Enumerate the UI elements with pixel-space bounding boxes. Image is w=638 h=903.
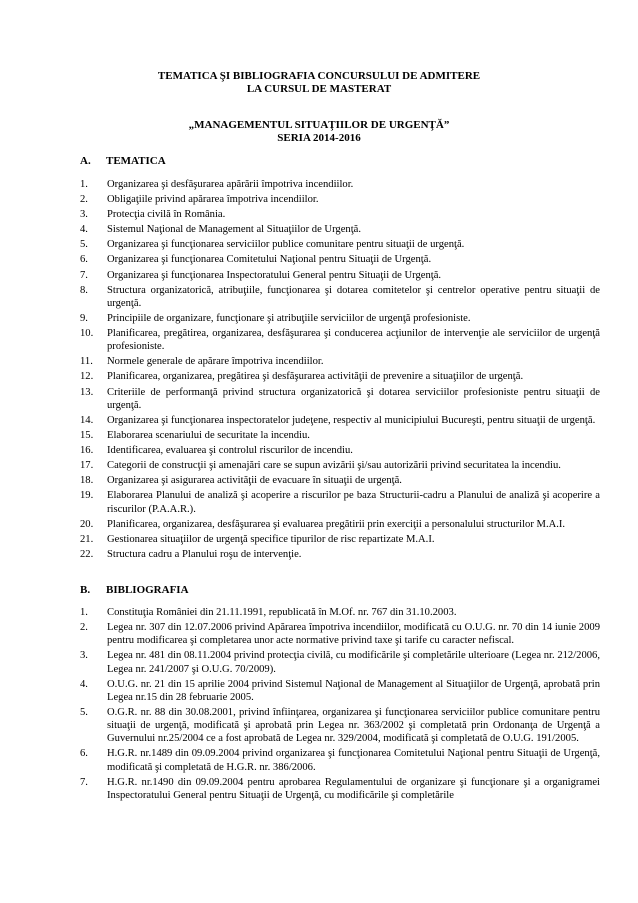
topic-item-number: 7. xyxy=(80,269,88,281)
topic-item-number: 17. xyxy=(80,460,94,472)
topic-item-text: Organizarea şi desfăşurarea apărării împotriva incendiilor. xyxy=(107,179,354,190)
topic-item-number: 1. xyxy=(80,179,88,190)
bibliography-item-number: 2. xyxy=(80,622,88,634)
topic-item xyxy=(80,548,600,561)
bibliography-item xyxy=(80,776,600,802)
topic-item-number: 21. xyxy=(80,533,94,545)
topic-item-text: Identificarea, evaluarea şi controlul riscurilor de incendiu. xyxy=(107,445,353,457)
topic-item-number: 2. xyxy=(80,194,88,206)
bibliography-item xyxy=(80,606,600,619)
bibliography-item xyxy=(80,747,600,773)
topic-item-number: 14. xyxy=(80,414,94,426)
topic-item-text: Organizarea şi funcţionarea inspectoratelor judeţene, respectiv al municipiului Bucureşti, pentru situaţii de urgenţă. xyxy=(107,414,596,426)
topic-item-number: 11. xyxy=(80,356,93,368)
topic-item-number: 5. xyxy=(80,239,88,251)
bibliography-item-number: 1. xyxy=(80,607,88,618)
topic-item-text: Organizarea şi asigurarea activităţii de evacuare în situaţii de urgenţă. xyxy=(107,475,402,487)
topic-item-text: Structura cadru a Planului roşu de intervenţie. xyxy=(107,548,302,560)
topic-item-number: 19. xyxy=(80,490,94,502)
topic-item xyxy=(80,386,600,412)
topic-item-number: 20. xyxy=(80,518,94,530)
topic-item-number: 15. xyxy=(80,429,94,441)
bibliography-item xyxy=(80,706,600,746)
bibliography-item xyxy=(80,649,600,675)
topic-item-number: 22. xyxy=(80,548,94,560)
topic-item-text: Organizarea şi funcţionarea Inspectoratului General pentru Situaţii de Urgenţă. xyxy=(107,269,442,281)
topic-item xyxy=(80,269,600,282)
topic-item-text: Structura organizatorică, atribuţiile, funcţionarea şi dotarea comitetelor şi centrelor operative pentru situaţii de urgenţă. xyxy=(107,284,600,309)
bibliography-item-number: 6. xyxy=(80,748,88,760)
bibliography-item-text: Constituţia României din 21.11.1991, republicată în M.Of. nr. 767 din 31.10.2003. xyxy=(107,607,457,618)
topic-item xyxy=(80,178,600,191)
topic-item xyxy=(80,355,600,368)
topic-item-text: Planificarea, pregătirea, organizarea, desfăşurarea şi conducerea acţiunilor de intervenţie ale serviciilor de urgenţă profesioniste. xyxy=(107,328,600,353)
bibliography-item-text: O.U.G. nr. 21 din 15 aprilie 2004 privind Sistemul Naţional de Management al Situaţiilor de Urgenţă, aprobată prin Legea nr.15 din 28 februarie 2005. xyxy=(107,678,600,703)
section-b-heading xyxy=(80,584,189,597)
topic-item-number: 8. xyxy=(80,284,88,296)
topic-item xyxy=(80,444,600,457)
bibliography-item xyxy=(80,621,600,647)
topic-item xyxy=(80,238,600,251)
topic-item xyxy=(80,253,600,266)
series-label: SERIA 2014-2016 xyxy=(277,132,361,144)
topic-item-number: 16. xyxy=(80,445,94,457)
topic-item xyxy=(80,208,600,221)
document-title-line-1: TEMATICA ŞI BIBLIOGRAFIA CONCURSULUI DE ADMITERE xyxy=(157,70,481,82)
topics-list xyxy=(80,178,600,563)
topic-item xyxy=(80,414,600,427)
topic-item-text: Elaborarea scenariului de securitate la incendiu. xyxy=(107,429,310,441)
topic-item xyxy=(80,370,600,383)
bibliography-item-number: 4. xyxy=(80,678,88,690)
bibliography-item-text: H.G.R. nr.1490 din 09.09.2004 pentru aprobarea Regulamentului de organizare şi funcţionare şi a organigramei Inspectoratului General pentru Situaţii de Urgenţă, cu modificările şi completările xyxy=(107,776,600,801)
topic-item xyxy=(80,489,600,515)
topic-item-number: 13. xyxy=(80,386,94,398)
topic-item xyxy=(80,518,600,531)
topic-item xyxy=(80,193,600,206)
topic-item-number: 3. xyxy=(80,209,88,221)
bibliography-item xyxy=(80,678,600,704)
topic-item xyxy=(80,223,600,236)
program-name: „MANAGEMENTUL SITUAŢIILOR DE URGENŢĂ” xyxy=(188,119,450,131)
topic-item-text: Organizarea şi funcţionarea Comitetului Naţional pentru Situaţii de Urgenţă. xyxy=(107,254,432,266)
topic-item-text: Planificarea, organizarea, desfăşurarea şi evaluarea pregătirii prin exerciţii a personalului structurilor M.A.I. xyxy=(107,518,566,530)
topic-item-number: 12. xyxy=(80,371,94,383)
topic-item-number: 18. xyxy=(80,475,94,487)
topic-item-text: Gestionarea situaţiilor de urgenţă specifice tipurilor de risc repartizate M.A.I. xyxy=(107,533,435,545)
topic-item-text: Criteriile de performanţă privind structura organizatorică şi dotarea serviciilor profesioniste pentru situaţii de urgenţă. xyxy=(107,386,600,411)
topic-item-text: Planificarea, organizarea, pregătirea şi desfăşurarea activităţii de prevenire a situaţiilor de urgenţă. xyxy=(107,371,524,383)
topic-item-text: Principiile de organizare, funcţionare şi atribuţiile serviciilor de urgenţă profesioniste. xyxy=(107,312,471,324)
topic-item-text: Organizarea şi funcţionarea serviciilor publice comunitare pentru situaţii de urgenţă. xyxy=(107,239,465,251)
bibliography-item-number: 3. xyxy=(80,650,88,662)
topic-item-text: Categorii de construcţii şi amenajări care se supun avizării şi/sau autorizării privind securitatea la incendiu. xyxy=(107,460,561,472)
section-a-heading xyxy=(80,155,166,168)
topic-item-number: 6. xyxy=(80,254,88,266)
topic-item xyxy=(80,474,600,487)
topic-item-number: 9. xyxy=(80,312,88,324)
topic-item-text: Elaborarea Planului de analiză şi acoperire a riscurilor pe baza Structurii-cadru a Planului de analiză şi acoperire a riscurilor (P.A.A.R.). xyxy=(107,490,600,515)
bibliography-item-text: O.G.R. nr. 88 din 30.08.2001, privind înfiinţarea, organizarea şi funcţionarea serviciilor publice comunitare pentru situaţii de urgenţă, modificată şi aprobată prin Legea nr. 363/2002 şi completată prin Ordonanţa de Urgenţă a Guvernului nr.25/2004 ce a fost aprobată de Legea nr. 329/2004, modificată şi completată de O.U.G. 191/2005. xyxy=(107,706,600,745)
section-b-letter: B. xyxy=(80,584,91,596)
topic-item-number: 4. xyxy=(80,224,88,236)
topic-item-text: Obligaţiile privind apărarea împotriva incendiilor. xyxy=(107,194,319,206)
topic-item-text: Sistemul Naţional de Management al Situaţiilor de Urgenţă. xyxy=(107,224,361,236)
section-a-title: TEMATICA xyxy=(106,155,166,167)
topic-item-text: Normele generale de apărare împotriva incendiilor. xyxy=(107,356,324,368)
topic-item xyxy=(80,459,600,472)
bibliography-item-text: Legea nr. 307 din 12.07.2006 privind Apărarea împotriva incendiilor, modificată cu O.U.G. nr. 70 din 14 iunie 2009 pentru modificarea şi completarea unor acte normative privind taxe şi tarife cu caracter nefiscal. xyxy=(107,622,600,647)
topic-item xyxy=(80,312,600,325)
bibliography-item-text: Legea nr. 481 din 08.11.2004 privind protecţia civilă, cu modificările şi completările ulterioare (Legea nr. 212/2006, Legea nr. 241/2007 şi O.U.G. 70/2009). xyxy=(107,650,600,675)
topic-item-text: Protecţia civilă în România. xyxy=(107,209,226,221)
section-a-letter: A. xyxy=(80,155,91,167)
bibliography-item-number: 5. xyxy=(80,706,88,718)
document-title-line-2: LA CURSUL DE MASTERAT xyxy=(246,83,392,95)
topic-item xyxy=(80,327,600,353)
topic-item xyxy=(80,533,600,546)
bibliography-item-number: 7. xyxy=(80,776,88,788)
section-b-title: BIBLIOGRAFIA xyxy=(106,584,189,596)
bibliography-list xyxy=(80,606,600,804)
topic-item-number: 10. xyxy=(80,328,94,340)
topic-item xyxy=(80,429,600,442)
bibliography-item-text: H.G.R. nr.1489 din 09.09.2004 privind organizarea şi funcţionarea Comitetului Naţional pentru Situaţii de Urgenţă, modificată şi completată de H.G.R. nr. 386/2006. xyxy=(107,748,600,773)
topic-item xyxy=(80,284,600,310)
